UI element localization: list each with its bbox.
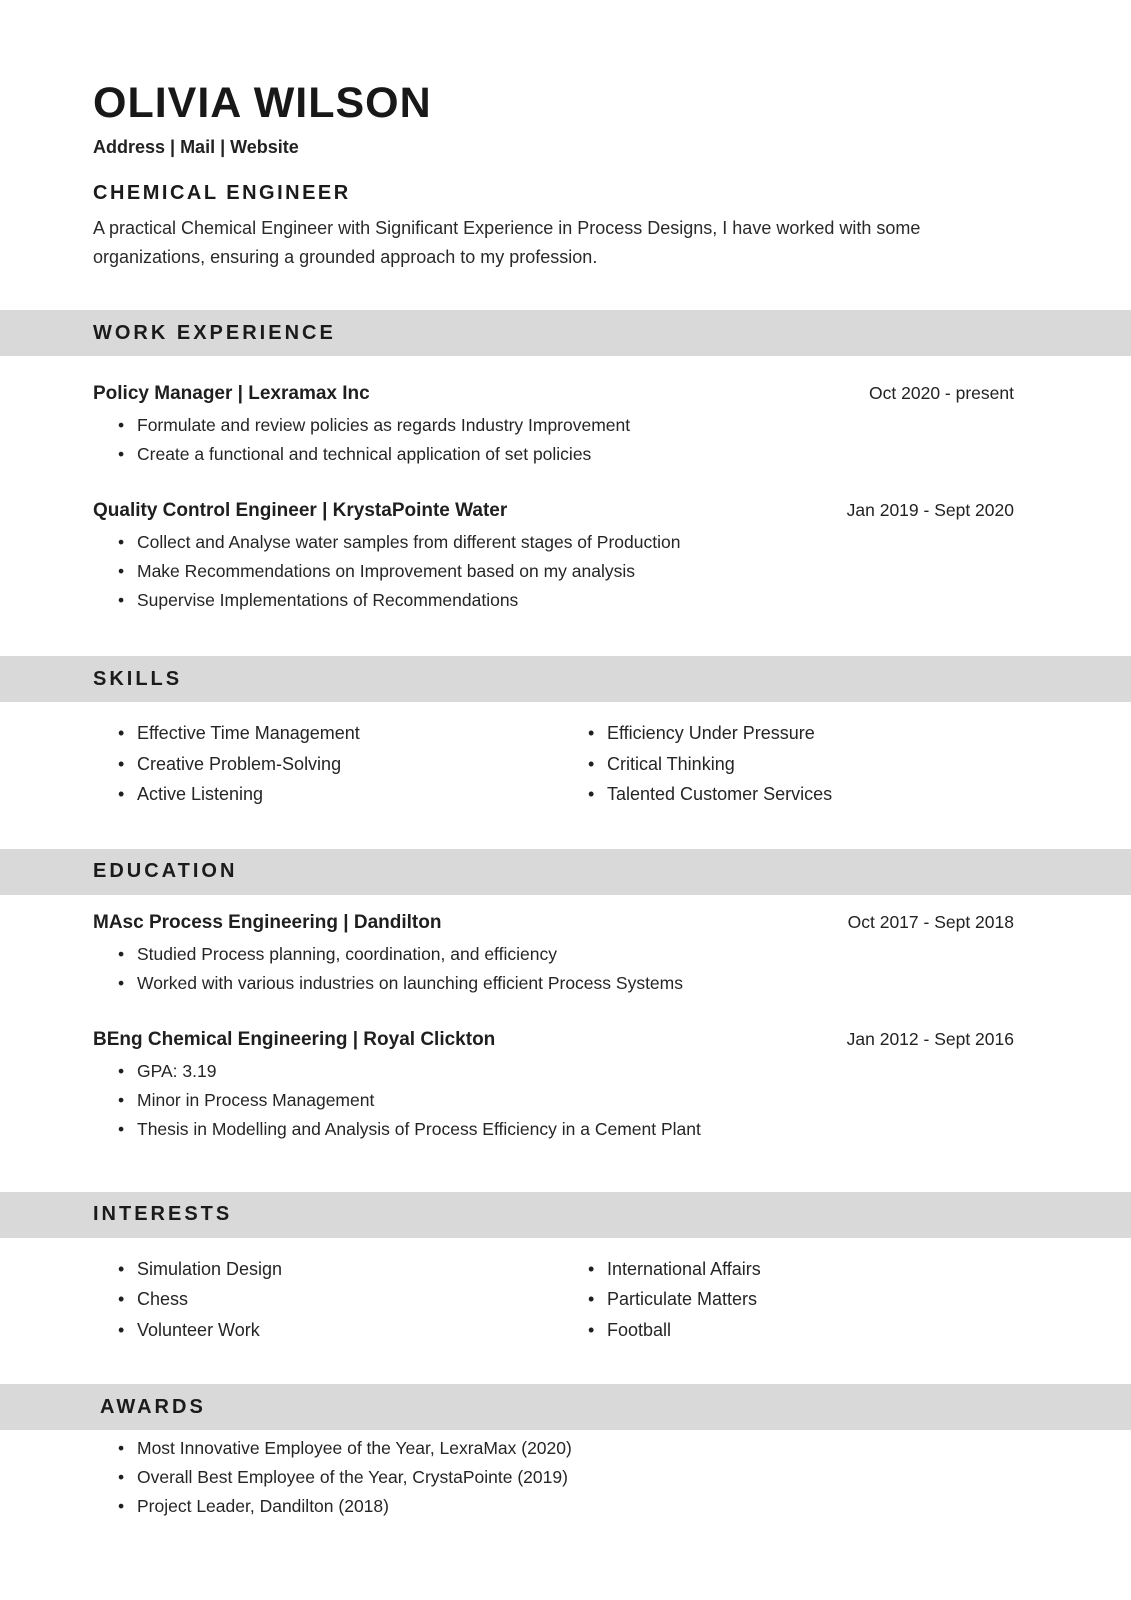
job-entry <box>93 497 1014 615</box>
section-band-skills <box>0 656 1131 702</box>
section-band-work-experience <box>0 310 1131 356</box>
job-bullet: • Make Recommendations on Improvement based on my analysis <box>118 557 1014 586</box>
job-bullet: • Formulate and review policies as regards Industry Improvement <box>118 411 1014 440</box>
person-name: OLIVIA WILSON <box>93 79 432 127</box>
degree-title: BEng Chemical Engineering | Royal Clickton <box>93 1028 496 1050</box>
job-title: Policy Manager | Lexramax Inc <box>93 383 370 404</box>
education-content <box>0 909 1131 1144</box>
job-title: Quality Control Engineer | KrystaPointe Water <box>93 500 508 521</box>
award-item: • Most Innovative Employee of the Year, LexraMax (2020) <box>118 1434 1014 1463</box>
degree-dates: Jan 2012 - Sept 2016 <box>846 1028 1014 1049</box>
section-band-awards <box>0 1384 1131 1430</box>
education-bullet-list <box>93 940 1014 998</box>
contact-line: Address | Mail | Website <box>93 137 299 157</box>
section-band-interests <box>0 1192 1131 1238</box>
education-bullet: • Studied Process planning, coordination, and efficiency <box>118 940 1014 969</box>
skills-content <box>0 718 1131 810</box>
education-entry <box>93 1026 1014 1144</box>
interest-item: • International Affairs <box>588 1254 1014 1285</box>
skill-item: • Efficiency Under Pressure <box>588 718 1014 749</box>
award-item: • Project Leader, Dandilton (2018) <box>118 1492 1014 1521</box>
job-dates: Jan 2019 - Sept 2020 <box>846 500 1014 520</box>
interests-columns <box>93 1254 1014 1346</box>
skills-columns <box>93 718 1014 810</box>
education-bullet-list <box>93 1057 1014 1144</box>
interest-item: • Particulate Matters <box>588 1284 1014 1315</box>
job-entry <box>93 380 1014 469</box>
education-header <box>93 1026 1014 1053</box>
job-bullet-list <box>93 528 1014 615</box>
education-entry <box>93 909 1014 998</box>
education-bullet: • GPA: 3.19 <box>118 1057 1014 1086</box>
education-bullet: • Thesis in Modelling and Analysis of Process Efficiency in a Cement Plant <box>118 1115 1014 1144</box>
job-header <box>93 380 1014 407</box>
degree-dates: Oct 2017 - Sept 2018 <box>847 911 1014 932</box>
job-dates: Oct 2020 - present <box>869 383 1014 403</box>
interests-column-left <box>93 1254 563 1346</box>
interests-content <box>0 1254 1131 1346</box>
education-bullet: • Minor in Process Management <box>118 1086 1014 1115</box>
skills-column-right <box>563 718 1014 810</box>
education-header <box>93 909 1014 936</box>
section-heading-skills: SKILLS <box>93 667 183 690</box>
interests-column-right <box>563 1254 1014 1346</box>
skill-item: • Critical Thinking <box>588 749 1014 780</box>
awards-list <box>93 1434 1014 1521</box>
section-heading-education: EDUCATION <box>93 860 238 882</box>
education-bullet: • Worked with various industries on launching efficient Process Systems <box>118 969 1014 998</box>
job-bullet-list <box>93 411 1014 469</box>
skill-item: • Talented Customer Services <box>588 779 1014 810</box>
job-bullet: • Collect and Analyse water samples from different stages of Production <box>118 528 1014 557</box>
skill-item: • Effective Time Management <box>118 718 563 749</box>
section-heading-awards: AWARDS <box>100 1395 206 1418</box>
job-bullet: • Supervise Implementations of Recommendations <box>118 586 1014 615</box>
skills-column-left <box>93 718 563 810</box>
interest-item: • Simulation Design <box>118 1254 563 1285</box>
awards-content <box>0 1434 1131 1521</box>
interest-item: • Chess <box>118 1284 563 1315</box>
interest-item: • Football <box>588 1315 1014 1346</box>
award-item: • Overall Best Employee of the Year, CrystaPointe (2019) <box>118 1463 1014 1492</box>
skill-item: • Creative Problem-Solving <box>118 749 563 780</box>
skill-item: • Active Listening <box>118 779 563 810</box>
degree-title: MAsc Process Engineering | Dandilton <box>93 911 442 933</box>
section-band-education <box>0 849 1131 895</box>
profile-summary: A practical Chemical Engineer with Significant Experience in Process Designs, I have worked with some organizations, ensuring a grounded approach to my profession. <box>93 218 921 267</box>
section-heading-interests: INTERESTS <box>93 1203 233 1225</box>
work-experience-content <box>0 380 1131 615</box>
section-heading-work-experience: WORK EXPERIENCE <box>93 321 336 344</box>
job-header <box>93 497 1014 524</box>
professional-title: CHEMICAL ENGINEER <box>93 182 351 204</box>
job-bullet: • Create a functional and technical application of set policies <box>118 440 1014 469</box>
interest-item: • Volunteer Work <box>118 1315 563 1346</box>
